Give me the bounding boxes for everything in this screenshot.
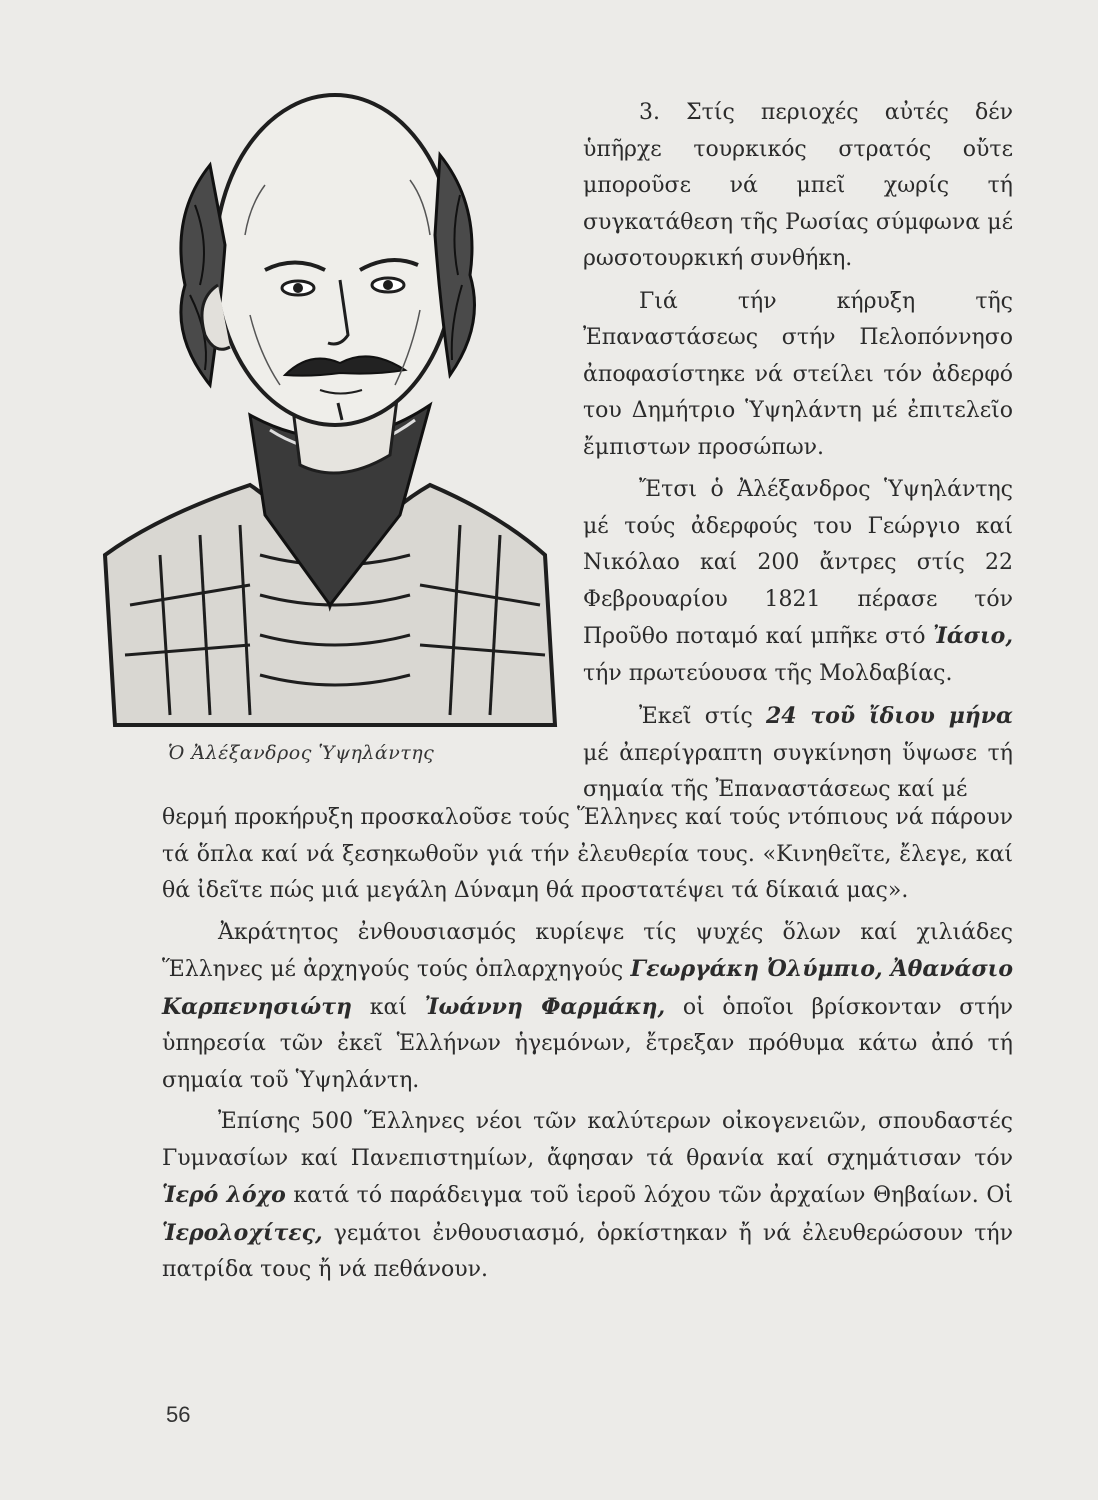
paragraph: Ἔτσι ὁ Ἀλέξανδρος Ὑψηλάντης μέ τούς ἀδερφούς του Γεώργιο καί Νικόλαο καί 200 ἄντρες στίς 22 Φεβρουαρίου 1821 πέρασε τόν Προῦθο ποταμό καί μπῆκε στό Ἰάσιο, τήν πρωτεύουσα τῆς Μολδαβίας. — [583, 477, 1013, 686]
portrait-caption: Ὁ Ἀλέξανδρος Ὑψηλάντης — [168, 742, 435, 764]
page-number: 56 — [166, 1402, 191, 1427]
paragraph: θερμή προκήρυξη προσκαλοῦσε τούς Ἕλληνες καί τούς ντόπιους νά πάρουν τά ὅπλα καί νά ξεσηκωθοῦν γιά τήν ἐλευθερία τους. «Κινηθεῖτε, ἔλεγε, καί θά ἰδεῖτε πώς μιά μεγάλη Δύναμη θά προστατέψει τά δίκαιά μας». — [162, 805, 1013, 903]
emphasis-text: Γεωργάκη Ὀλύμπιο, Ἀθανάσιο Καρπενησιώτη — [162, 956, 1014, 1020]
emphasis-text: Ἱερολοχίτες, — [162, 1219, 323, 1246]
paragraph: Ἐπίσης 500 Ἕλληνες νέοι τῶν καλύτερων οἰκογενειῶν, σπουδαστές Γυμνασίων καί Πανεπιστημίων, ἄφησαν τά θρανία καί σχημάτισαν τόν Ἱερό λόχο κατά τό παράδειγμα τοῦ ἱεροῦ λόχου τῶν ἀρχαίων Θηβαίων. Οἱ Ἱερολοχίτες, γεμάτοι ἐνθουσιασμό, ὁρκίστηκαν ἤ νά ἐλευθερώσουν τήν πατρίδα τους ἤ νά πεθάνουν. — [162, 1109, 1013, 1282]
text-column — [583, 95, 1013, 809]
paragraph: Ἀκράτητος ἐνθουσιασμός κυρίεψε τίς ψυχές ὅλων καί χιλιάδες Ἕλληνες μέ ἀρχηγούς τούς ὁπλαρχηγούς Γεωργάκη Ὀλύμπιο, Ἀθανάσιο Καρπενησιώτη καί Ἰωάννη Φαρμάκη, οἱ ὁποῖοι βρίσκονταν στήν ὑπηρεσία τῶν ἐκεῖ Ἑλλήνων ἡγεμόνων, ἔτρεξαν πρόθυμα κάτω ἀπό τή σημαία τοῦ Ὑψηλάντη. — [162, 919, 1014, 1093]
text-body — [162, 800, 1013, 1289]
paragraph: 3. Στίς περιοχές αὐτές δέν ὑπῆρχε τουρκικός στρατός οὔτε μποροῦσε νά μπεῖ χωρίς τή συγκατάθεση τῆς Ρωσίας σύμφωνα μέ ρωσοτουρκική συνθήκη. — [583, 100, 1013, 271]
emphasis-text: Ἱερό λόχο — [162, 1182, 286, 1208]
paragraph: Ἐκεῖ στίς 24 τοῦ ἴδιου μήνα μέ ἀπερίγραπτη συγκίνηση ὕψωσε τή σημαία τῆς Ἐπαναστάσεως καί μέ — [583, 703, 1013, 802]
emphasis-text: Ἰωάννη Φαρμάκη, — [424, 993, 666, 1020]
paragraph: Γιά τήν κήρυξη τῆς Ἐπαναστάσεως στήν Πελοπόννησο ἀποφασίστηκε νά στείλει τόν ἀδερφό του Δημήτριο Ὑψηλάντη μέ ἐπιτελεῖο ἔμπιστων προσώπων. — [583, 288, 1013, 460]
emphasis-text: 24 τοῦ ἴδιου μήνα — [765, 703, 1013, 729]
emphasis-text: Ἰάσιο, — [933, 623, 1013, 649]
portrait-engraving-icon — [100, 85, 570, 745]
